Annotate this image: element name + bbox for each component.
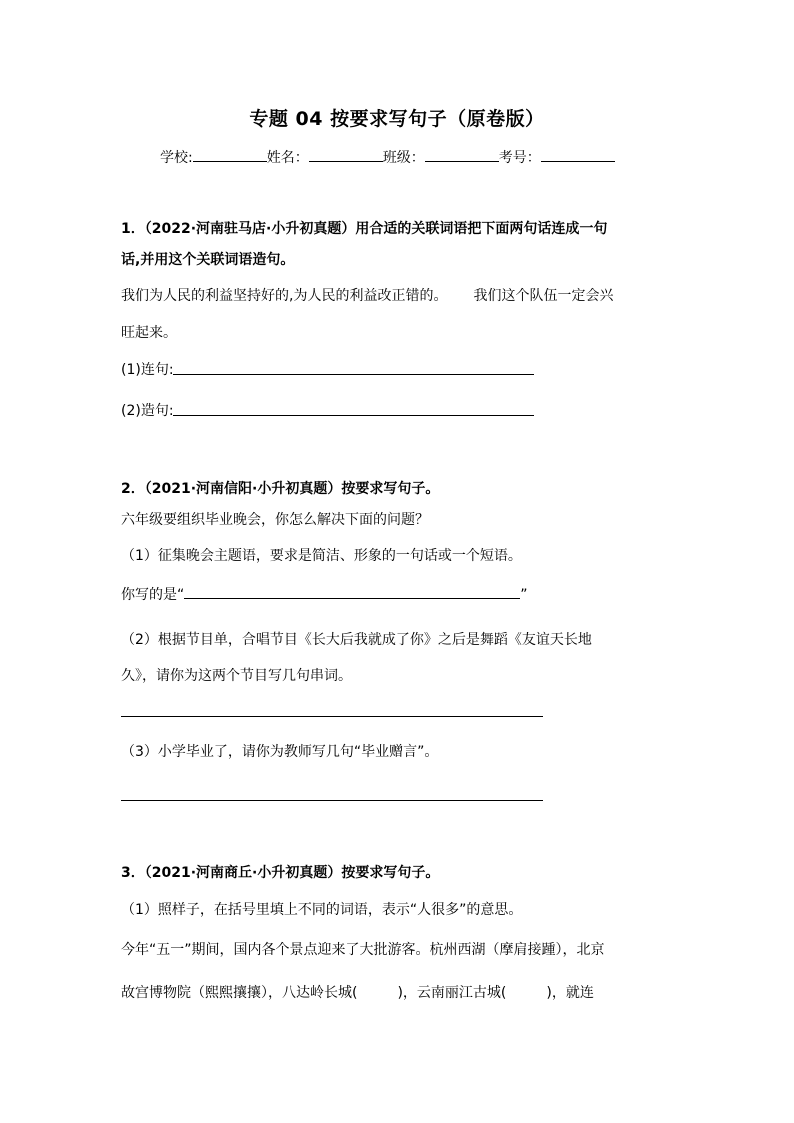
name-label: 姓名：: [266, 150, 309, 166]
q2-answer-suffix: ”: [520, 587, 528, 603]
q2-answer-prefix: 你写的是“: [121, 587, 185, 603]
q2-heading: 2．（2021·河南信阳·小升初真题）按要求写句子。: [121, 481, 440, 497]
q3-heading: 3．（2021·河南商丘·小升初真题）按要求写句子。: [121, 865, 440, 881]
q1-text-line1: [121, 285, 613, 305]
q3-text-line2: [121, 982, 594, 1002]
exam-no-label: 考号：: [498, 150, 541, 166]
q3-text-segment-c: )，就连: [546, 985, 594, 1001]
q3-text-segment-a: 故宫博物院（熙熙攘攘），八达岭长城(: [121, 985, 358, 1001]
q2-part1-answer: [121, 584, 528, 604]
q2-part1-answer-blank[interactable]: [184, 584, 520, 599]
q1-sub2-label: (2)造句:: [121, 403, 174, 419]
q2-part2-line1: （2）根据节目单，合唱节目《长大后我就成了你》之后是舞蹈《友谊天长地: [121, 632, 592, 648]
q2-part3: （3）小学毕业了，请你为教师写几句“毕业赠言”。: [121, 744, 439, 760]
q3-part1: （1）照样子，在括号里填上不同的词语，表示“人很多”的意思。: [121, 902, 523, 918]
q2-part2-answer-line[interactable]: [121, 716, 543, 717]
q2-intro: 六年级要组织毕业晚会，你怎么解决下面的问题？: [121, 512, 429, 528]
q1-text-line2: 旺起来。: [121, 325, 177, 341]
class-blank[interactable]: [425, 147, 499, 162]
name-blank[interactable]: [309, 147, 383, 162]
q2-part2-line2: 久》，请你为这两个节目写几句串词。: [121, 668, 352, 684]
q3-text-segment-b: )，云南丽江古城(: [397, 985, 507, 1001]
exam-no-blank[interactable]: [541, 147, 615, 162]
q1-heading-line2: 话,并用这个关联词语造句。: [121, 252, 295, 268]
school-blank[interactable]: [193, 147, 267, 162]
school-label: 学校:: [160, 150, 193, 166]
header-fields: [160, 147, 615, 167]
q1-heading-line1: 1．（2022·河南驻马店·小升初真题）用合适的关联词语把下面两句话连成一句: [121, 221, 608, 237]
q1-sub1-label: (1)连句:: [121, 362, 174, 378]
q1-sentence-b: 我们这个队伍一定会兴: [473, 288, 614, 304]
q1-sentence-a: 我们为人民的利益坚持好的,为人民的利益改正错的。: [121, 288, 448, 304]
q2-part3-answer-line[interactable]: [121, 800, 543, 801]
q3-text-line1: 今年“五一”期间，国内各个景点迎来了大批游客。杭州西湖（摩肩接踵），北京: [121, 942, 605, 958]
q1-sub1-answer-line[interactable]: [173, 374, 534, 375]
q1-sub2-answer-line[interactable]: [173, 415, 534, 416]
class-label: 班级：: [382, 150, 425, 166]
page-title: 专题 04 按要求写句子（原卷版）: [249, 108, 545, 130]
q2-part1: （1）征集晚会主题语，要求是简洁、形象的一句话或一个短语。: [121, 548, 522, 564]
